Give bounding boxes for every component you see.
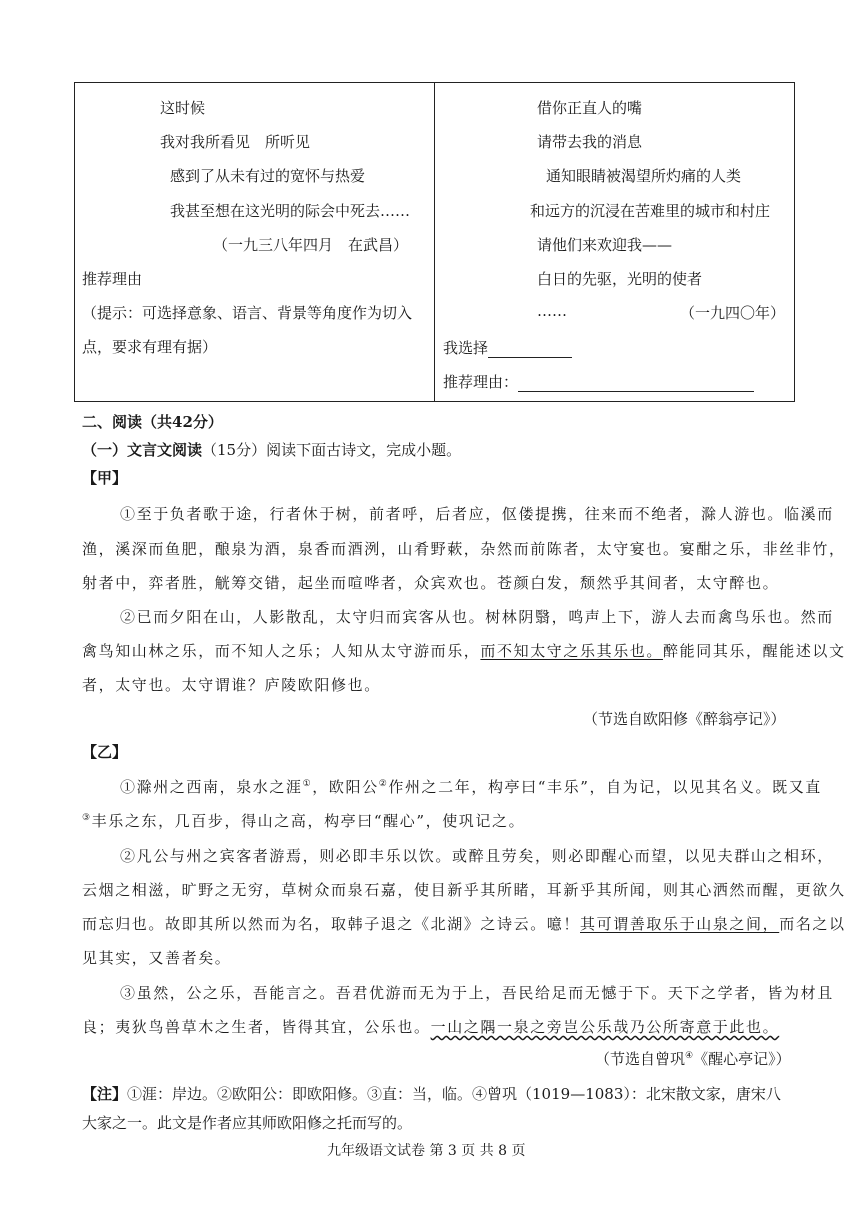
poem-left-line-3: 感到了从未有过的宽怀与热爱	[170, 167, 366, 185]
note-ref-1: ①	[302, 779, 313, 789]
jia-source: （节选自欧阳修《醉翁亭记》）	[583, 710, 786, 728]
poem-right-line-4: 和远方的沉浸在苦难里的城市和村庄	[530, 202, 771, 220]
jia-underlined-sentence: 而不知太守之乐其乐也。	[480, 642, 664, 660]
yi-wavy-sentence: 一山之隅一泉之旁岂公乐哉乃公所寄意于此也。	[430, 1018, 780, 1036]
yi-underlined-sentence: 其可谓善取乐于山泉之间，	[580, 915, 780, 933]
jia-p2-text-a: 禽鸟知山林之乐，而不知人之乐；人知从太守游而乐，	[82, 642, 481, 660]
poem-right-ellipsis: ……	[537, 302, 567, 320]
yi-p1-text-d: 丰乐之东，几百步，得山之高，构亭曰“醒心”，使巩记之。	[91, 812, 526, 830]
poem-right-date: （一九四〇年）	[680, 304, 786, 322]
note-ref-4: ④	[685, 1051, 694, 1061]
notes-text-1: ①涯：岸边。②欧阳公：即欧阳修。③直：当，临。④曾巩（1019—1083）：北宋散文家，唐宋八	[127, 1085, 781, 1103]
yi-p2-text-b: 而名之以	[779, 915, 846, 933]
yi-p3-line-1: ③虽然，公之乐，吾能言之。吾君优游而无为于上，吾民给足而无憾于下。天下之学者，皆为材且	[120, 984, 834, 1002]
notes-label: 【注】	[82, 1085, 128, 1103]
poem-left-date: （一九三八年四月 在武昌）	[213, 236, 409, 254]
section-title: 二、阅读（共42分）	[82, 413, 223, 431]
choose-row	[443, 337, 572, 358]
yi-p1-text-a: ①滁州之西南，泉水之涯	[120, 778, 303, 796]
jia-p2-text-b: 醉能同其乐，醒能述以文	[663, 642, 846, 660]
yi-p2-line-3	[82, 913, 846, 934]
yi-p1-text-b: ，欧阳公	[312, 778, 379, 796]
hint-line-1: （提示：可选择意象、语言、背景等角度作为切入	[82, 304, 413, 322]
yi-p2-text-a: 而忘归也。故即其所以然而为名，取韩子退之《北湖》之诗云。噫！	[82, 915, 581, 933]
jia-p1-line-2: 渔，溪深而鱼肥，酿泉为酒，泉香而酒洌，山肴野蔌，杂然而前陈者，太守宴也。宴酣之乐，非丝非竹，	[82, 540, 846, 558]
jia-p2-line-2	[82, 640, 846, 661]
yi-p1-line-2	[82, 810, 525, 831]
poem-left-line-4: 我甚至想在这光明的际会中死去……	[170, 202, 411, 220]
hint-line-2: 点，要求有理有据）	[82, 338, 218, 356]
jia-label: 【甲】	[82, 469, 128, 487]
jia-p1-line-1: ①至于负者歌于途，行者休于树，前者呼，后者应，伛偻提携，往来而不绝者，滁人游也。临溪而	[120, 505, 834, 523]
notes-line-2: 大家之一。此文是作者应其师欧阳修之托而写的。	[82, 1114, 413, 1132]
poem-right-line-1: 借你正直人的嘴	[537, 99, 643, 117]
subsection-title	[82, 439, 461, 460]
yi-p3-line-2	[82, 1016, 779, 1037]
poem-left-line-1: 这时候	[160, 99, 206, 117]
reason-row-right	[443, 371, 754, 392]
yi-p2-line-2: 云烟之相滋，旷野之无穷，草树众而泉石嘉，使目新乎其所睹，耳新乎其所闻，则其心洒然而醒，更欲久	[82, 881, 846, 899]
yi-label: 【乙】	[82, 743, 128, 761]
yi-p1-line-1	[120, 776, 822, 797]
yi-p2-line-1: ②凡公与州之宾客者游焉，则必即丰乐以饮。或醉且劳矣，则必即醒心而望，以见夫群山之相环，	[120, 847, 834, 865]
yi-p3-text-a: 良；夷狄鸟兽草木之生者，皆得其宜，公乐也。	[82, 1018, 431, 1036]
table-divider	[434, 83, 435, 401]
jia-p2-line-1: ②已而夕阳在山，人影散乱，太守归而宾客从也。树林阴翳，鸣声上下，游人去而禽鸟乐也。然而	[120, 608, 834, 626]
notes-line-1	[82, 1083, 781, 1104]
poem-right-line-5: 请他们来欢迎我——	[537, 236, 673, 254]
yi-p1-text-c: 作州之二年，构亭曰“丰乐”，自为记，以见其名义。既又直	[388, 778, 822, 796]
poem-right-line-6: 白日的先驱，光明的使者	[537, 270, 703, 288]
subsection-rest: （15分）阅读下面古诗文，完成小题。	[202, 441, 462, 459]
reason-blank[interactable]	[518, 377, 754, 392]
page-footer: 九年级语文试卷 第 3 页 共 8 页	[327, 1143, 526, 1159]
note-ref-3: ③	[82, 813, 92, 823]
note-ref-2: ②	[378, 779, 389, 789]
yi-source-a: （节选自曾巩	[595, 1050, 686, 1068]
choose-label: 我选择	[443, 339, 489, 357]
yi-source-b: 《醒心亭记》）	[693, 1050, 791, 1068]
subsection-bold: （一）文言文阅读	[82, 441, 203, 459]
jia-p2-line-3: 者，太守也。太守谓谁？庐陵欧阳修也。	[82, 676, 381, 694]
reason-label-left: 推荐理由	[82, 270, 143, 288]
yi-source	[595, 1048, 791, 1069]
jia-p1-line-3: 射者中，弈者胜，觥筹交错，起坐而喧哗者，众宾欢也。苍颜白发，颓然乎其间者，太守醉也。	[82, 574, 780, 592]
choose-blank[interactable]	[488, 343, 572, 358]
poem-right-line-2: 请带去我的消息	[537, 133, 643, 151]
reason-label-right: 推荐理由：	[443, 373, 519, 391]
poem-right-line-3: 通知眼睛被渴望所灼痛的人类	[546, 167, 742, 185]
poem-left-line-2: 我对我所看见 所听见	[160, 133, 311, 151]
yi-p2-line-4: 见其实，又善者矣。	[82, 949, 232, 967]
